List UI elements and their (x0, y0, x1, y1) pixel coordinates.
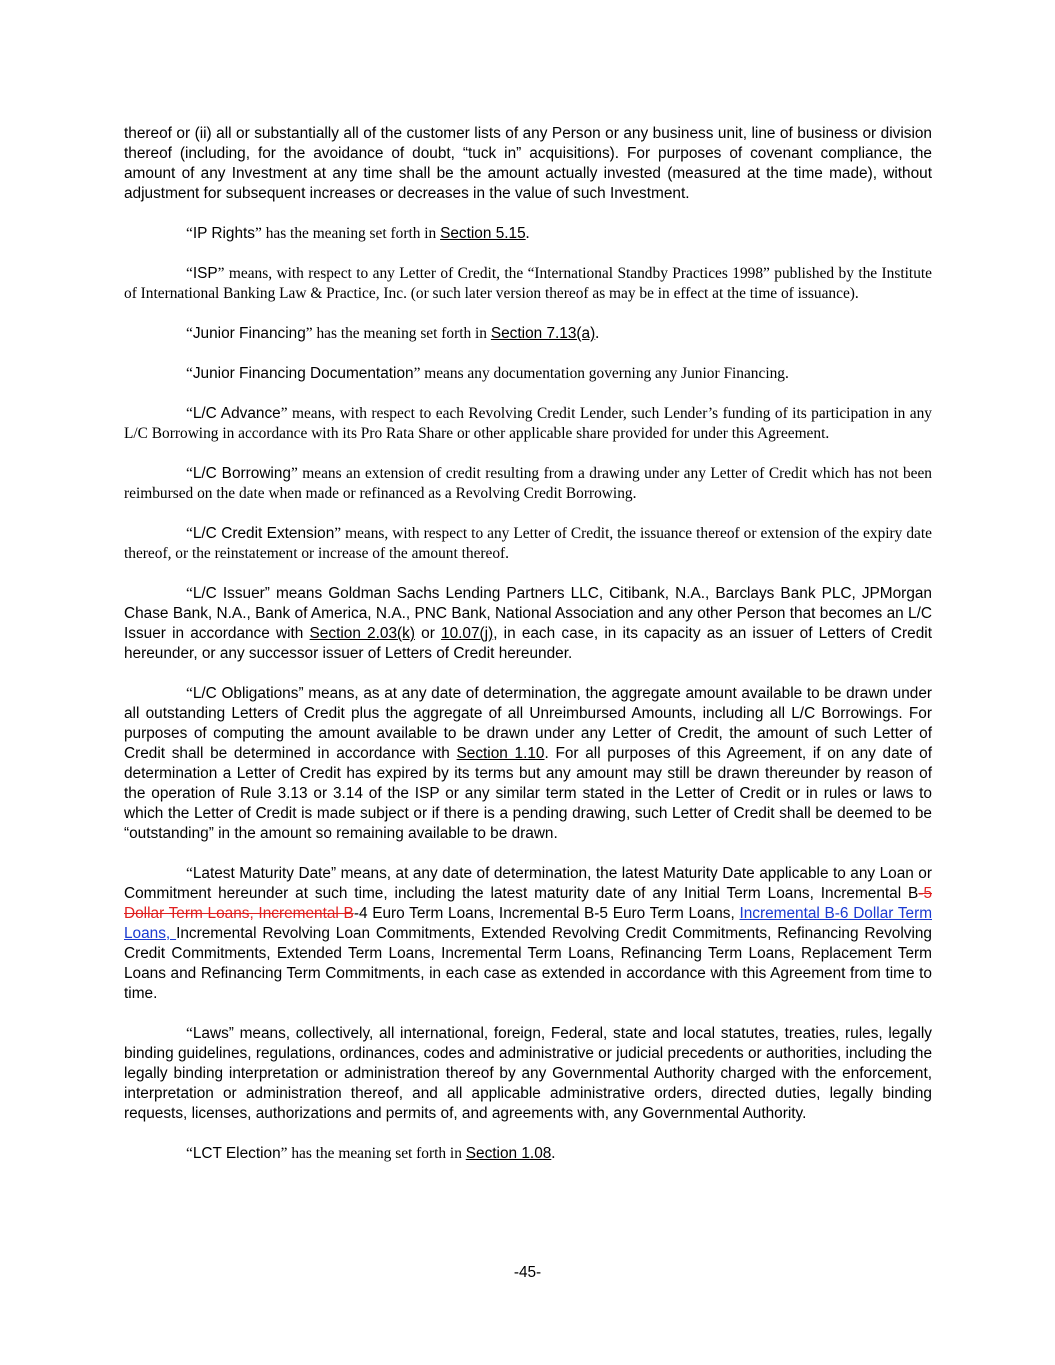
open-quote: “ (186, 1025, 193, 1042)
definition-latest-maturity-date (124, 864, 932, 1004)
defined-term: LCT Election (192, 1145, 281, 1162)
definition-text: ” means, with respect to each Revolving Credit Lender, such Lender’s funding of its participation in any L/C Borrowing in accordance with its Pro Rata Share or other applicable share provided for under this Agreement. (124, 405, 932, 442)
definition-text: -4 Euro Term Loans, Incremental B-5 Euro Term Loans, (353, 905, 740, 922)
definition-text: . For all purposes of this Agreement, if on any date of determination a Letter of Credit has expired by its terms but any amount may still be drawn thereunder by reason of the operation of Rule 3.13 or 3.14 of the ISP or any similar term stated in the Letter of Credit or in rules or laws to which the Letter of Credit is made subject or if there is a pending drawing, such Letter of Credit shall be deemed to be “outstanding” in the amount so remaining available to be drawn. (124, 745, 932, 842)
open-quote: “ (186, 265, 193, 282)
definition-text: ” means, as at any date of determination, the aggregate amount available to be drawn under all outstanding Letters of Credit plus the aggregate of all Unreimbursed Amounts, including all L/C Borrowings. For purposes of computing the amount available to be drawn under any Letter of Credit, the amount of such Letter of Credit shall be determined in accordance with (124, 685, 933, 762)
definition-ip-rights (124, 224, 932, 244)
defined-term: IP Rights (192, 225, 256, 242)
open-quote: “ (186, 865, 193, 882)
definition-text: ” has the meaning set forth in (280, 1145, 466, 1162)
definition-text: ” means, at any date of determination, the latest Maturity Date applicable to any Loan or Commitment hereunder at such time, including the latest maturity date of any Initial Term Loans, Incremental B (124, 865, 932, 902)
section-reference: Section 7.13(a) (490, 325, 596, 342)
definition-text: or (414, 625, 442, 642)
definition-text: ” has the meaning set forth in (255, 225, 441, 242)
definition-text: ” has the meaning set forth in (305, 325, 491, 342)
document-page (124, 124, 932, 1184)
definition-text: ” means any documentation governing any Junior Financing. (413, 365, 789, 382)
definition-lc-advance (124, 404, 932, 444)
definition-lc-borrowing (124, 464, 932, 504)
continuation-paragraph (124, 124, 932, 204)
defined-term: L/C Issuer (192, 585, 265, 602)
section-reference: Section 2.03(k) (309, 625, 415, 642)
definition-text: ” means an extension of credit resulting from a drawing under any Letter of Credit which has not been reimbursed on the date when made or refinanced as a Revolving Credit Borrowing. (124, 465, 932, 502)
defined-term: L/C Credit Extension (192, 525, 335, 542)
definition-text: . (551, 1145, 556, 1162)
definition-text: ” means Goldman Sachs Lending Partners LLC, Citibank, N.A., Barclays Bank PLC, JPMorgan Chase Bank, N.A., Bank of America, N.A., PNC Bank, National Association and any other Person that becomes an L/C Issuer in accordance with (124, 585, 932, 642)
defined-term: L/C Advance (192, 405, 281, 422)
open-quote: “ (186, 1145, 193, 1162)
section-reference: Section 1.08 (465, 1145, 552, 1162)
definition-lc-credit-extension (124, 524, 932, 564)
open-quote: “ (186, 525, 193, 542)
definition-junior-financing (124, 324, 932, 344)
definition-text: . (525, 225, 530, 242)
deleted-text: -5 Dollar Term Loans, Incremental B (124, 885, 932, 922)
defined-term: L/C Obligations (192, 685, 299, 702)
defined-term: Latest Maturity Date (192, 865, 331, 882)
definition-text: ” means, collectively, all international, foreign, Federal, state and local statutes, treaties, rules, legally binding guidelines, regulations, ordinances, codes and administrative or judicial precedents or authorities, including the legally binding interpretation or administration thereof by any Governmental Authority charged with the enforcement, interpretation or administration thereof, and all applicable administrative orders, directed duties, legally binding requests, licenses, authorizations and permits of, and agreements with, any Governmental Authority. (124, 1025, 932, 1122)
defined-term: Laws (192, 1025, 229, 1042)
definition-text: . (595, 325, 600, 342)
open-quote: “ (186, 365, 193, 382)
defined-term: L/C Borrowing (192, 465, 291, 482)
open-quote: “ (186, 325, 193, 342)
definition-laws (124, 1024, 932, 1124)
open-quote: “ (186, 585, 193, 602)
inserted-text: Incremental B-6 Dollar Term Loans, (124, 905, 933, 942)
open-quote: “ (186, 225, 193, 242)
definition-lc-issuer (124, 584, 932, 664)
defined-term: ISP (192, 265, 218, 282)
definition-text: Incremental Revolving Loan Commitments, Extended Revolving Credit Commitments, Refinancing Revolving Credit Commitments, Extended Term Loans, Incremental Term Loans, Refinancing Term Loans, Replacement Term Loans and Refinancing Term Commitments, in each case as extended in accordance with this Agreement from time to time. (124, 925, 932, 1002)
section-reference: Section 5.15 (440, 225, 526, 242)
section-reference: Section 1.10 (456, 745, 545, 762)
defined-term: Junior Financing (192, 325, 306, 342)
definition-lct-election (124, 1144, 932, 1164)
definition-text: ” means, with respect to any Letter of Credit, the issuance thereof or extension of the expiry date thereof, or the reinstatement or increase of the amount thereof. (124, 525, 932, 562)
paragraph-text: thereof or (ii) all or substantially all of the customer lists of any Person or any business unit, line of business or division thereof (including, for the avoidance of doubt, “tuck in” acquisitions). For purposes of covenant compliance, the amount of any Investment at any time shall be the amount actually invested (measured at the time made), without adjustment for subsequent increases or decreases in the value of such Investment. (124, 125, 932, 202)
open-quote: “ (186, 405, 193, 422)
defined-term: Junior Financing Documentation (192, 365, 414, 382)
page-number: -45- (513, 1264, 542, 1281)
section-reference: 10.07(j) (441, 625, 494, 642)
definition-text: , in each case, in its capacity as an issuer of Letters of Credit hereunder, or any successor issuer of Letters of Credit hereunder. (124, 625, 932, 662)
open-quote: “ (186, 465, 193, 482)
definition-lc-obligations (124, 684, 932, 844)
definition-junior-financing-documentation (124, 364, 932, 384)
definition-text: ” means, with respect to any Letter of Credit, the “International Standby Practices 1998” published by the Institute of International Banking Law & Practice, Inc. (or such later version thereof as may be in effect at the time of issuance). (124, 265, 932, 302)
open-quote: “ (186, 685, 193, 702)
definition-isp (124, 264, 932, 304)
